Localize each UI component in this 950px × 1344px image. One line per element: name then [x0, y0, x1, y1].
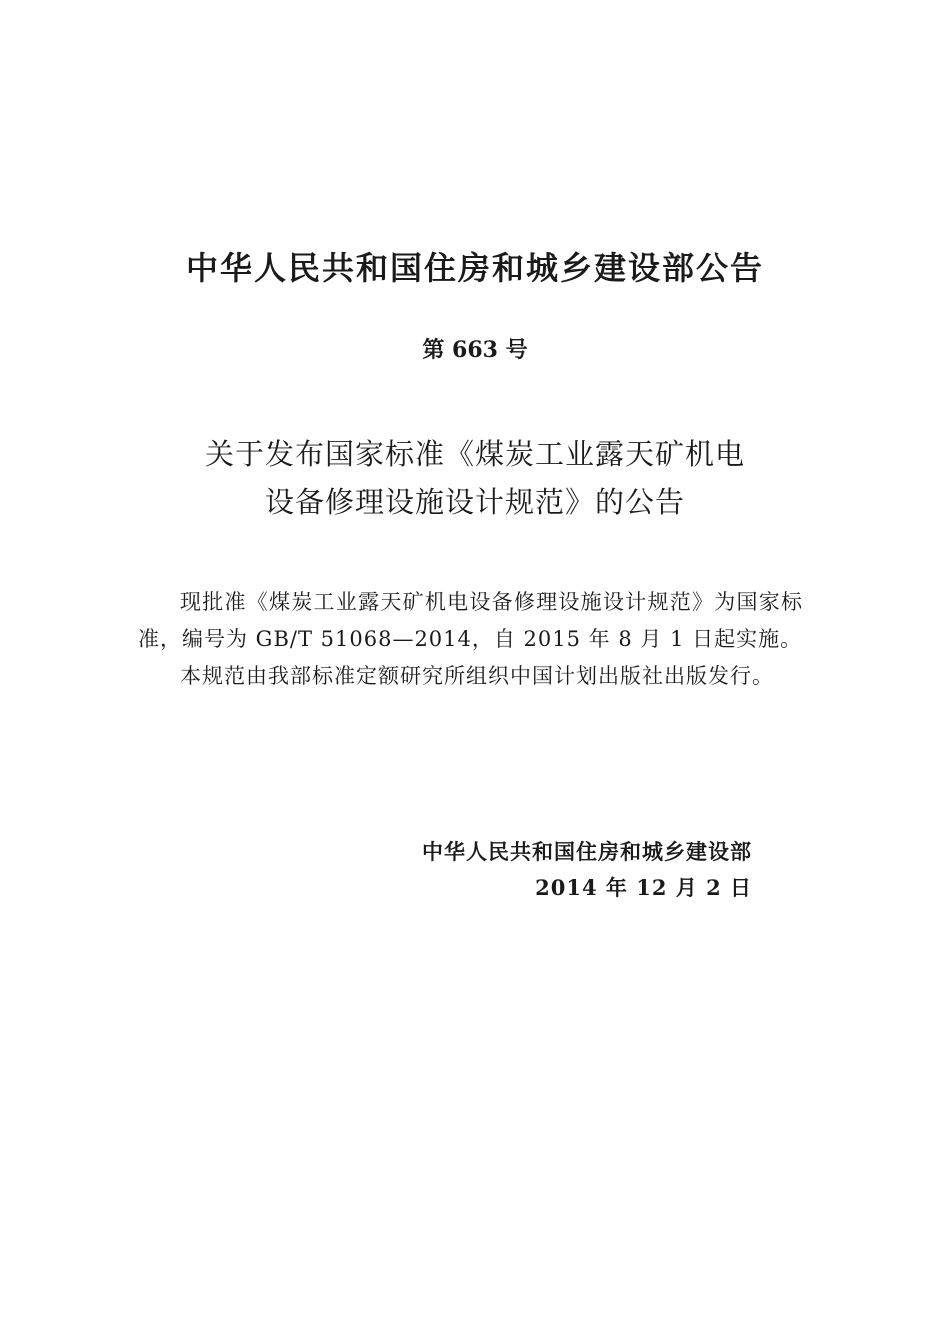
- body-paragraph-2: 本规范由我部标准定额研究所组织中国计划出版社出版发行。: [180, 664, 774, 688]
- announcement-body: [138, 584, 803, 695]
- announcement-number: 第 663 号: [422, 337, 528, 363]
- subject-line-1: 关于发布国家标准《煤炭工业露天矿机电: [204, 437, 745, 471]
- subject-line-2: 设备修理设施设计规范》的公告: [264, 485, 685, 519]
- issue-date: 2014 年 12 月 2 日: [535, 875, 752, 900]
- body-paragraph-1: 现批准《煤炭工业露天矿机电设备修理设施设计规范》为国家标准，编号为 GB/T 51068—2014，自 2015 年 8 月 1 日起实施。: [138, 590, 803, 651]
- announcement-title: 中华人民共和国住房和城乡建设部公告: [185, 249, 764, 287]
- issuing-authority: 中华人民共和国住房和城乡建设部: [422, 840, 752, 864]
- announcement-subject: [0, 430, 950, 526]
